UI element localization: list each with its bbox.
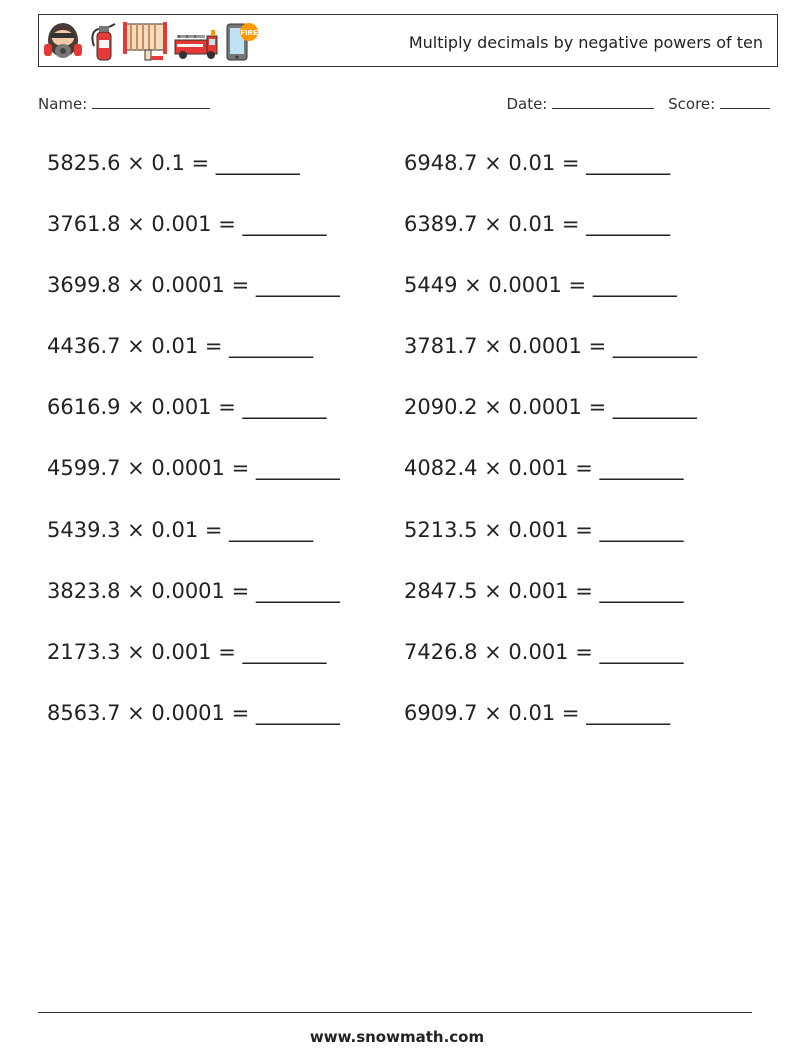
date-label: Date: <box>506 95 548 113</box>
problem-5: 3699.8 × 0.0001 = ________ <box>47 273 340 298</box>
worksheet-title: Multiply decimals by negative powers of ten <box>408 33 763 52</box>
worksheet-header <box>38 14 778 67</box>
fire-truck-icon <box>173 20 219 62</box>
gas-mask-icon <box>43 20 83 62</box>
date-score-fields <box>506 94 770 113</box>
problem-19: 8563.7 × 0.0001 = ________ <box>47 700 340 725</box>
problem-15: 3823.8 × 0.0001 = ________ <box>47 578 340 603</box>
problem-1: 5825.6 × 0.1 = ________ <box>47 151 300 175</box>
name-blank[interactable] <box>92 94 210 109</box>
svg-text:FIRE: FIRE <box>240 29 258 37</box>
score-field <box>668 94 770 113</box>
problem-4: 6389.7 × 0.01 = ________ <box>404 212 671 237</box>
score-blank[interactable] <box>720 94 770 109</box>
problem-18: 7426.8 × 0.001 = ________ <box>404 639 684 664</box>
problem-3: 3761.8 × 0.001 = ________ <box>47 212 327 237</box>
date-field <box>506 94 660 113</box>
problem-10: 2090.2 × 0.0001 = ________ <box>404 395 697 420</box>
problem-12: 4082.4 × 0.001 = ________ <box>404 456 684 481</box>
date-blank[interactable] <box>552 94 654 109</box>
problem-8: 3781.7 × 0.0001 = ________ <box>404 334 697 359</box>
name-field <box>38 94 210 113</box>
problem-14: 5213.5 × 0.001 = ________ <box>404 517 684 542</box>
problem-11: 4599.7 × 0.0001 = ________ <box>47 456 340 481</box>
problem-2: 6948.7 × 0.01 = ________ <box>404 151 671 175</box>
problem-6: 5449 × 0.0001 = ________ <box>404 273 677 298</box>
problem-9: 6616.9 × 0.001 = ________ <box>47 395 327 420</box>
problem-17: 2173.3 × 0.001 = ________ <box>47 639 327 664</box>
fire-extinguisher-icon <box>89 20 117 62</box>
header-icons <box>43 19 259 63</box>
name-label: Name: <box>38 95 88 113</box>
score-label: Score: <box>668 95 716 113</box>
footer-divider <box>38 1012 752 1013</box>
footer-url[interactable]: www.snowmath.com <box>309 1028 485 1046</box>
phone-fire-alert-icon <box>225 20 259 62</box>
problem-7: 4436.7 × 0.01 = ________ <box>47 334 314 359</box>
problem-16: 2847.5 × 0.001 = ________ <box>404 578 684 603</box>
problem-grid <box>47 146 767 757</box>
problem-13: 5439.3 × 0.01 = ________ <box>47 517 314 542</box>
fire-hose-icon <box>123 20 167 62</box>
problem-20: 6909.7 × 0.01 = ________ <box>404 700 671 725</box>
